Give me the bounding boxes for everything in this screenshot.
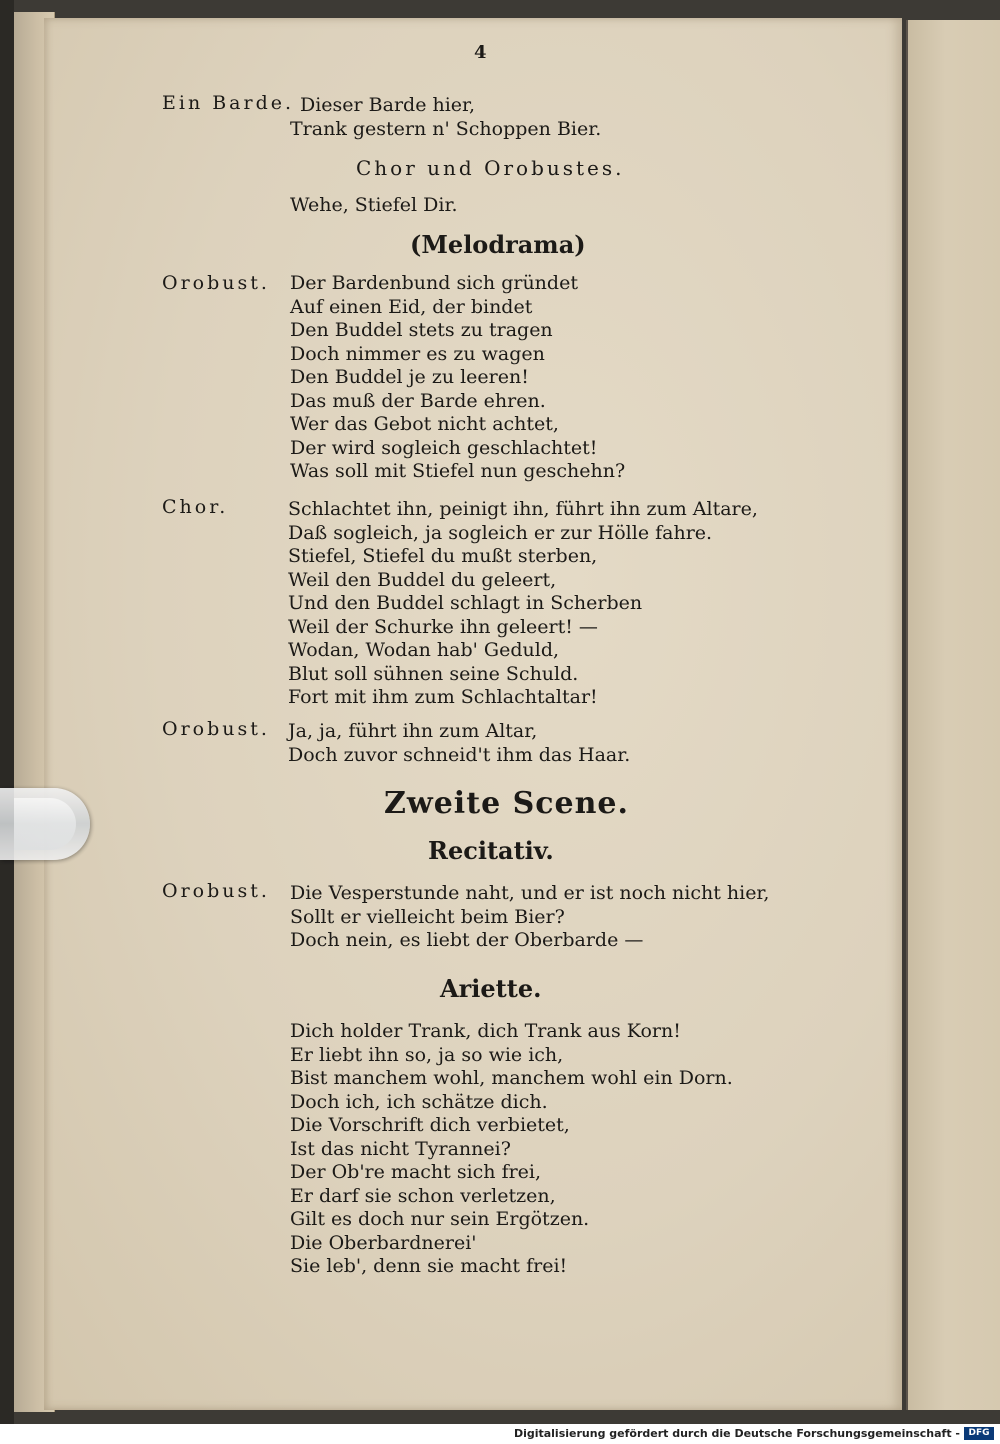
chor-verse-block: [288, 498, 758, 710]
verse-line: Weil der Schurke ihn geleert! —: [288, 615, 598, 638]
speaker-chor: Chor.: [162, 496, 229, 518]
verse-line: Die Vorschrift dich verbietet,: [290, 1114, 570, 1136]
paper-clip-highlight: [14, 798, 76, 850]
verse-line: Sollt er vielleicht beim Bier?: [290, 905, 565, 928]
verse-line: Bist manchem wohl, manchem wohl ein Dorn.: [290, 1067, 733, 1089]
speaker-ein-barde: Ein Barde.: [162, 92, 295, 114]
verse-line: Wodan, Wodan hab' Geduld,: [288, 639, 560, 661]
facing-page-edge: [906, 20, 1000, 1410]
speaker-orobust: Orobust.: [162, 718, 270, 740]
verse-line: Ist das nicht Tyrannei?: [290, 1137, 511, 1160]
verse-line: Den Buddel je zu leeren!: [290, 366, 529, 388]
verse-line: Und den Buddel schlagt in Scherben: [288, 592, 643, 614]
verse-line: Gilt es doch nur sein Ergötzen.: [290, 1208, 590, 1230]
verse-line: Auf einen Eid, der bindet: [290, 295, 533, 318]
heading-ariette: Ariette.: [440, 974, 542, 1003]
verse-line: Weil den Buddel du geleert,: [288, 568, 557, 591]
verse-line: Dich holder Trank, dich Trank aus Korn!: [290, 1020, 681, 1042]
verse-line: Den Buddel stets zu tragen: [290, 319, 553, 341]
verse-line: Die Oberbardnerei': [290, 1231, 477, 1254]
verse-line: Der Ob're macht sich frei,: [290, 1161, 542, 1183]
verse-line: Was soll mit Stiefel nun geschehn?: [290, 460, 626, 482]
verse-line: Stiefel, Stiefel du mußt sterben,: [288, 545, 598, 567]
scan-background-strip: [0, 0, 14, 1444]
verse-line: Doch ich, ich schätze dich.: [290, 1090, 548, 1113]
verse-line: Der wird sogleich geschlachtet!: [290, 436, 598, 459]
verse-line: Er darf sie schon verletzen,: [290, 1184, 556, 1207]
funding-credit: Digitalisierung gefördert durch die Deutsche Forschungsgemeinschaft -: [513, 1427, 960, 1440]
verse-line: Trank gestern n' Schoppen Bier.: [290, 118, 602, 140]
verse-line: Sie leb', denn sie macht frei!: [290, 1255, 568, 1277]
ariette-verse-block: [290, 1020, 733, 1279]
verse-line: Wer das Gebot nicht achtet,: [290, 413, 559, 435]
orobust-verse-block-2: [288, 720, 630, 767]
heading-melodrama: (Melodrama): [410, 230, 586, 259]
heading-recitativ: Recitativ.: [428, 836, 554, 865]
verse-line: Die Vesperstunde naht, und er ist noch nicht hier,: [290, 882, 770, 904]
verse-line: Der Bardenbund sich gründet: [290, 272, 578, 294]
verse-line: Wehe, Stiefel Dir.: [290, 194, 458, 216]
verse-line: Das muß der Barde ehren.: [290, 389, 546, 412]
verse-line: Ja, ja, führt ihn zum Altar,: [288, 720, 538, 742]
speaker-orobust: Orobust.: [162, 272, 270, 294]
verse-line: Schlachtet ihn, peinigt ihn, führt ihn zum Altare,: [288, 498, 758, 520]
speaker-orobust: Orobust.: [162, 880, 270, 902]
heading-zweite-scene: Zweite Scene.: [384, 786, 629, 821]
stage-heading-chor-und-orobustes: Chor und Orobustes.: [356, 156, 625, 180]
verse-line: Dieser Barde hier,: [300, 94, 476, 116]
recitativ-verse-block: [290, 882, 769, 953]
footer-bar: [0, 1424, 1000, 1444]
verse-line: Er liebt ihn so, ja so wie ich,: [290, 1043, 564, 1066]
verse-line: Doch zuvor schneid't ihm das Haar.: [288, 743, 631, 766]
verse-line: Fort mit ihm zum Schlachtaltar!: [288, 686, 598, 708]
verse-line: Doch nimmer es zu wagen: [290, 342, 545, 365]
dfg-logo: DFG: [964, 1427, 994, 1440]
verse-line: Blut soll sühnen seine Schuld.: [288, 662, 579, 685]
orobust-verse-block: [290, 272, 625, 484]
verse-line: Doch nein, es liebt der Oberbarde —: [290, 929, 644, 951]
verse-line: Daß sogleich, ja sogleich er zur Hölle fahre.: [288, 521, 713, 544]
page-number: 4: [474, 42, 487, 63]
